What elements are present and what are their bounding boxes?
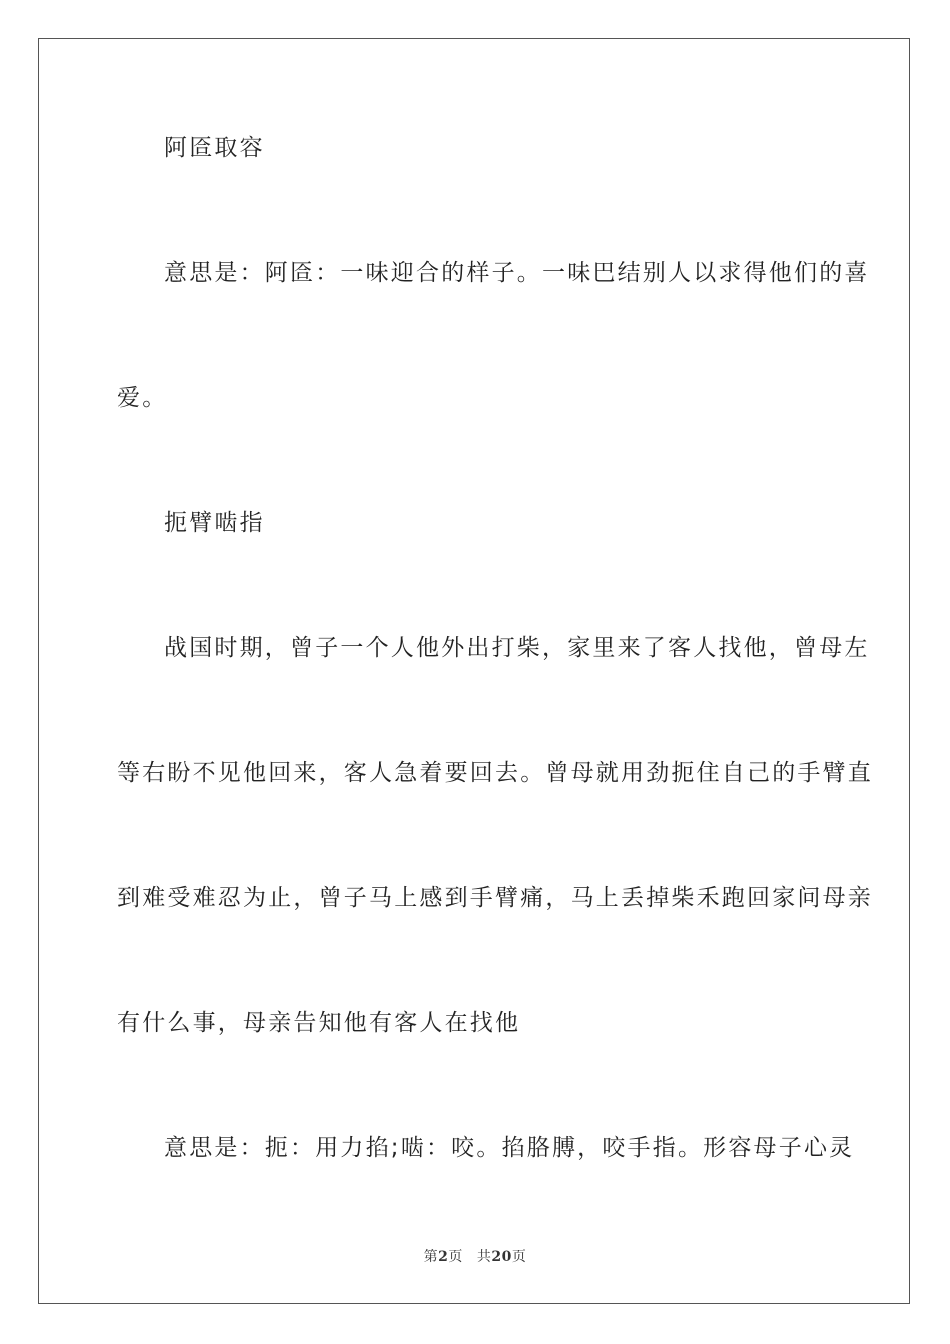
paragraph-line: 战国时期，曾子一个人他外出打柴，家里来了客人找他，曾母左: [164, 635, 870, 661]
footer-total-suffix: 页: [511, 1249, 527, 1265]
paragraph-line: 爱。: [117, 385, 168, 411]
paragraph-line: 意思是：扼：用力掐;啮：咬。掐胳膊，咬手指。形容母子心灵: [164, 1135, 855, 1161]
idiom-title-2: 扼臂啮指: [164, 510, 265, 536]
footer-total-number: 20: [491, 1249, 512, 1265]
page-footer: [0, 1246, 950, 1266]
paragraph-line: 到难受难忍为止，曾子马上感到手臂痛，马上丢掉柴禾跑回家问母亲: [117, 885, 873, 911]
footer-page-number: 2: [438, 1249, 449, 1265]
paragraph-line: 等右盼不见他回来，客人急着要回去。曾母就用劲扼住自己的手臂直: [117, 760, 873, 786]
idiom-title-1: 阿匼取容: [164, 135, 265, 161]
footer-page-suffix: 页: [448, 1249, 463, 1265]
footer-total-prefix: 共: [476, 1249, 492, 1265]
paragraph-line: 意思是：阿匼：一味迎合的样子。一味巴结别人以求得他们的喜: [164, 260, 870, 286]
footer-page-prefix: 第: [423, 1249, 439, 1265]
page-border: [38, 38, 910, 1304]
paragraph-line: 有什么事，母亲告知他有客人在找他: [117, 1010, 521, 1036]
